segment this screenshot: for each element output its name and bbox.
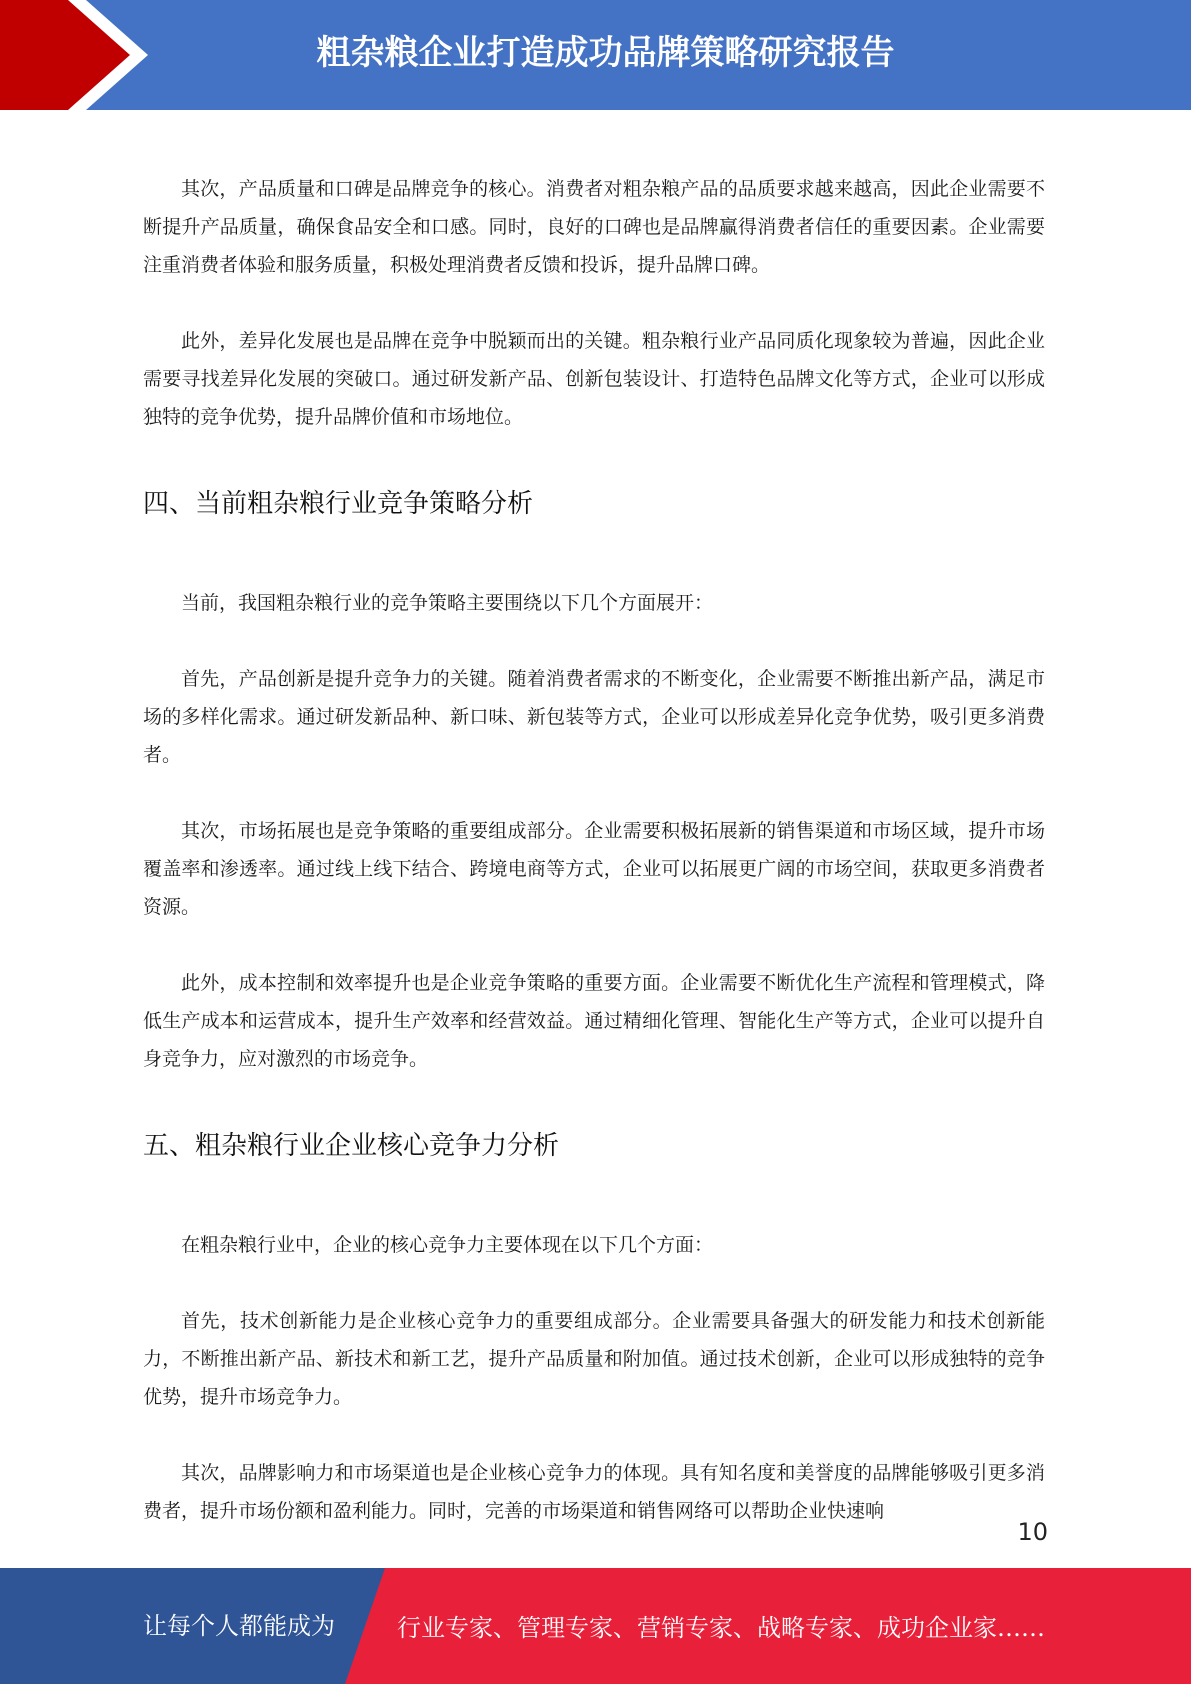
section-heading: 四、当前粗杂粮行业竞争策略分析 xyxy=(143,489,534,519)
document-body xyxy=(143,170,1045,1530)
report-title: 粗杂粮企业打造成功品牌策略研究报告 xyxy=(316,33,895,73)
section-heading: 五、粗杂粮行业企业核心竞争力分析 xyxy=(143,1131,560,1161)
paragraph: 在粗杂粮行业中，企业的核心竞争力主要体现在以下几个方面： xyxy=(181,1234,714,1256)
footer-slogan-left: 让每个人都能成为 xyxy=(143,1612,335,1640)
paragraph: 首先，产品创新是提升竞争力的关键。随着消费者需求的不断变化，企业需要不断推出新产品，满足市场的多样化需求。通过研发新品种、新口味、新包装等方式，企业可以形成差异化竞争优势，吸引更多消费者。 xyxy=(143,668,1045,766)
page-footer xyxy=(0,1568,1191,1684)
paragraph: 首先，技术创新能力是企业核心竞争力的重要组成部分。企业需要具备强大的研发能力和技术创新能力，不断推出新产品、新技术和新工艺，提升产品质量和附加值。通过技术创新，企业可以形成独特的竞争优势，提升市场竞争力。 xyxy=(143,1310,1045,1408)
footer-slogan-right: 行业专家、管理专家、营销专家、战略专家、成功企业家…… xyxy=(397,1614,1045,1642)
page-number: 10 xyxy=(1017,1518,1048,1546)
paragraph: 其次，产品质量和口碑是品牌竞争的核心。消费者对粗杂粮产品的品质要求越来越高，因此企业需要不断提升产品质量，确保食品安全和口感。同时，良好的口碑也是品牌赢得消费者信任的重要因素。企业需要注重消费者体验和服务质量，积极处理消费者反馈和投诉，提升品牌口碑。 xyxy=(143,178,1045,276)
paragraph: 其次，市场拓展也是竞争策略的重要组成部分。企业需要积极拓展新的销售渠道和市场区域，提升市场覆盖率和渗透率。通过线上线下结合、跨境电商等方式，企业可以拓展更广阔的市场空间，获取更多消费者资源。 xyxy=(143,820,1045,918)
paragraph: 其次，品牌影响力和市场渠道也是企业核心竞争力的体现。具有知名度和美誉度的品牌能够吸引更多消费者，提升市场份额和盈利能力。同时，完善的市场渠道和销售网络可以帮助企业快速响 xyxy=(143,1462,1045,1522)
paragraph: 当前，我国粗杂粮行业的竞争策略主要围绕以下几个方面展开： xyxy=(181,592,714,614)
paragraph: 此外，成本控制和效率提升也是企业竞争策略的重要方面。企业需要不断优化生产流程和管理模式，降低生产成本和运营成本，提升生产效率和经营效益。通过精细化管理、智能化生产等方式，企业可以提升自身竞争力，应对激烈的市场竞争。 xyxy=(143,972,1045,1070)
page-header xyxy=(0,0,1191,110)
paragraph: 此外，差异化发展也是品牌在竞争中脱颖而出的关键。粗杂粮行业产品同质化现象较为普遍，因此企业需要寻找差异化发展的突破口。通过研发新产品、创新包装设计、打造特色品牌文化等方式，企业可以形成独特的竞争优势，提升品牌价值和市场地位。 xyxy=(143,330,1045,428)
